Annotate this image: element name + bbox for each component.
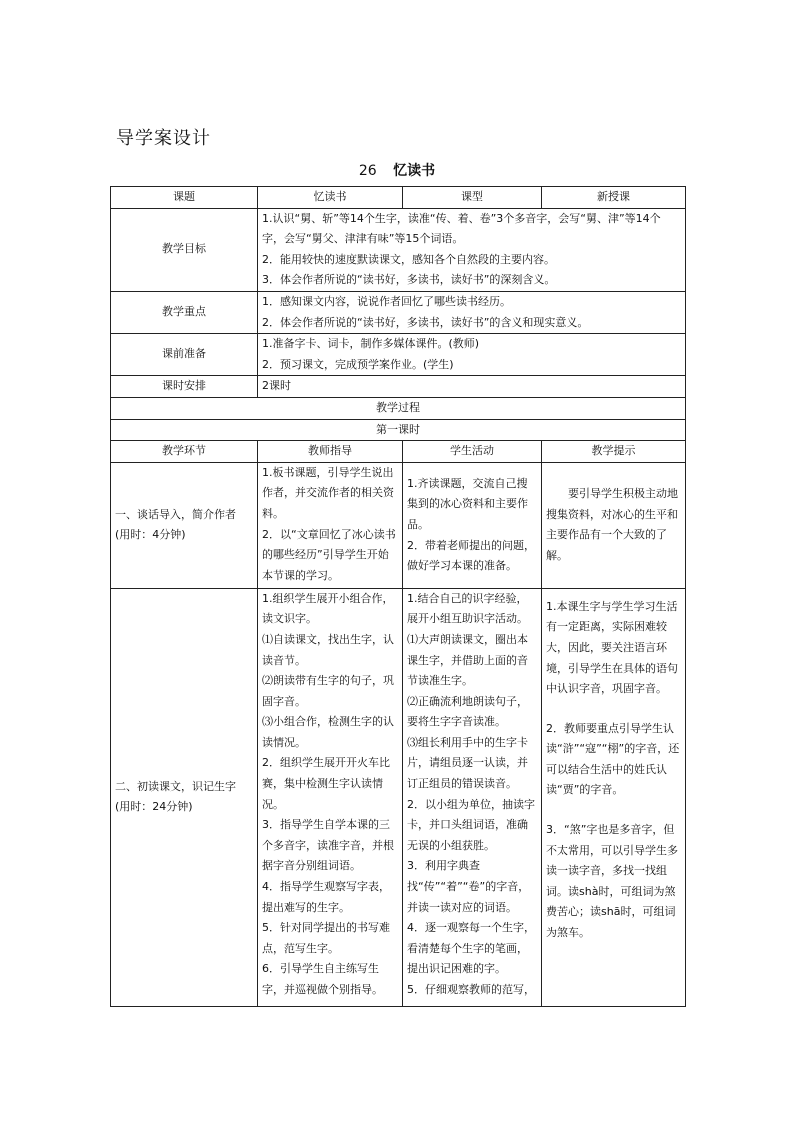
lesson-heading — [0, 160, 794, 180]
key-points-label: 教学重点 — [111, 291, 258, 333]
type-label: 课型 — [403, 187, 542, 209]
hours-label: 课时安排 — [111, 376, 258, 398]
stage-2-hint-1: 1.本课生字与学生学习生活有一定距离，实际困难较大，因此，要关注语言环境，引导学生在具体的语句中认识字音，巩固字音。 — [546, 599, 678, 696]
stage-2-name: 二、初读课文，识记生字 (用时：24分钟) — [111, 588, 258, 1006]
stage-2-hint — [542, 588, 686, 1006]
col-teacher-header: 教师指导 — [258, 441, 403, 463]
process-title-row — [111, 397, 686, 419]
lesson-name: 忆读书 — [393, 163, 436, 179]
stage-2-teacher: 1.组织学生展开小组合作，读文识字。 ⑴自读课文，找出生字，认读音节。 ⑵朗读带有生字的句子，巩固字音。 ⑶小组合作，检测生字的认读情况。 2．组织学生展开开火车比赛，集中检测生字认读情况。 3．指导学生自学本课的三个多音字，读准字音，并根据字音分别组词语。 4．指导学生观察写字表，提出难写的生字。 5．针对同学提出的书写难点，范写生字。 6．引导学生自主练写生字，并巡视做个别指导。 — [258, 588, 403, 1006]
col-stage-header: 教学环节 — [111, 441, 258, 463]
col-student-header: 学生活动 — [403, 441, 542, 463]
stage-1-teacher: 1.板书课题，引导学生说出作者，并交流作者的相关资料。 2．以“文章回忆了冰心读书的哪些经历”引导学生开始本节课的学习。 — [258, 462, 403, 588]
column-header-row — [111, 441, 686, 463]
period-title-row — [111, 419, 686, 441]
process-title: 教学过程 — [111, 397, 686, 419]
document-title: 导学案设计 — [116, 128, 211, 149]
stage-1-student: 1.齐读课题，交流自己搜集到的冰心资料和主要作品。 2．带着老师提出的问题，做好学习本课的准备。 — [403, 462, 542, 588]
type-value: 新授课 — [542, 187, 686, 209]
goals-row — [111, 208, 686, 291]
goals-label: 教学目标 — [111, 208, 258, 291]
stage-1-hint — [542, 462, 686, 588]
hours-row — [111, 376, 686, 398]
lesson-number: 26 — [358, 163, 377, 179]
prep-row — [111, 334, 686, 376]
stage-2-student: 1.结合自己的识字经验，展开小组互助识字活动。 ⑴大声朗读课文，圈出本课生字，并借助上面的音节读准生字。 ⑵正确流利地朗读句子，要将生字字音读准。 ⑶组长利用手中的生字卡片，请组员逐一认读，并订正组员的错误读音。 2．以小组为单位，抽读字卡，并口头组词语，准确无误的小组获胜。 3．利用字典查找“传”“着”“卷”的字音，并读一读对应的词语。 4．逐一观察每一个生字，看清楚每个生字的笔画，提出识记困难的字。 5．仔细观察教师的范写， — [403, 588, 542, 1006]
stage-row-1 — [111, 462, 686, 588]
goals-content: 1.认识“舅、斩”等14个生字，读准“传、着、卷”3个多音字，会写“舅、津”等14个字，会写“舅父、津津有味”等15个词语。 2．能用较快的速度默读课文，感知各个自然段的主要内容。 3．体会作者所说的“读书好，多读书，读好书”的深刻含义。 — [258, 208, 686, 291]
lesson-plan-table — [110, 186, 686, 1007]
stage-1-name: 一、谈话导入，简介作者 (用时：4分钟) — [111, 462, 258, 588]
stage-2-hint-3: 3．“煞”字也是多音字，但不太常用，可以引导学生多读一读字音，多找一找组词。读shà时，可组词为煞费苦心；读shā时，可组词为煞车。 — [546, 823, 678, 940]
period-title: 第一课时 — [111, 419, 686, 441]
prep-label: 课前准备 — [111, 334, 258, 376]
topic-row — [111, 187, 686, 209]
key-points-row — [111, 291, 686, 333]
topic-label: 课题 — [111, 187, 258, 209]
topic-value: 忆读书 — [258, 187, 403, 209]
stage-2-hint-2: 2．教师要重点引导学生认读“浒”“寇”“栩”的字音，还可以结合生活中的姓氏认读“贾”的字音。 — [546, 721, 680, 797]
key-points-content: 1．感知课文内容，说说作者回忆了哪些读书经历。 2．体会作者所说的“读书好，多读书，读好书”的含义和现实意义。 — [258, 291, 686, 333]
stage-row-2 — [111, 588, 686, 1006]
col-hint-header: 教学提示 — [542, 441, 686, 463]
hours-value: 2课时 — [258, 376, 686, 398]
stage-1-hint-text: 要引导学生积极主动地搜集资料，对冰心的生平和主要作品有一个大致的了解。 — [546, 487, 678, 562]
prep-content: 1.准备字卡、词卡，制作多媒体课件。(教师) 2．预习课文，完成预学案作业。(学生) — [258, 334, 686, 376]
